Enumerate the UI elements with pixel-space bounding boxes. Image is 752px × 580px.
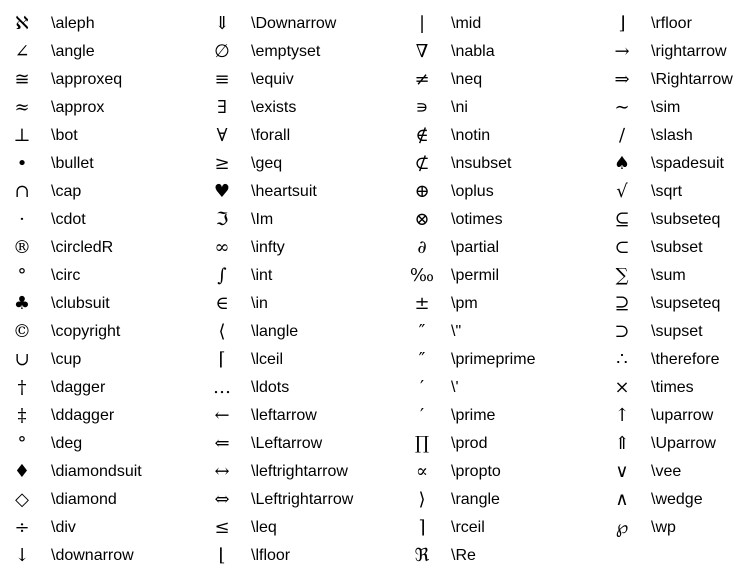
symbol-command-name: \nsubset [451, 155, 512, 172]
symbol-entry [600, 178, 752, 206]
symbol-glyph: ≡ [214, 69, 230, 90]
symbol-command-name: \rangle [451, 491, 500, 508]
symbol-entry [400, 234, 600, 262]
symbol-entry [200, 486, 400, 514]
symbol-entry [0, 262, 200, 290]
symbol-glyph: ⊕ [414, 181, 430, 202]
symbol-command-name: \copyright [51, 323, 121, 340]
symbol-command-name: \leftarrow [251, 407, 317, 424]
symbol-entry [600, 206, 752, 234]
symbol-command-name: \cup [51, 351, 82, 368]
symbol-glyph: ⟩ [418, 489, 426, 510]
symbol-entry [0, 94, 200, 122]
symbol-entry [0, 542, 200, 570]
symbol-command-name: \clubsuit [51, 295, 110, 312]
symbol-command-name: \otimes [451, 211, 503, 228]
symbol-command-name: \" [451, 323, 462, 340]
symbol-command-name: \times [651, 379, 694, 396]
symbol-glyph: ♠ [613, 153, 631, 174]
symbol-glyph: ∈ [215, 293, 229, 314]
symbol-command-name: \equiv [251, 71, 294, 88]
symbol-entry [600, 486, 752, 514]
symbol-command-name: \prod [451, 435, 488, 452]
symbol-command-name: \rightarrow [651, 43, 727, 60]
symbol-entry [0, 150, 200, 178]
symbol-command-name: \' [451, 379, 459, 396]
symbol-command-name: \ni [451, 99, 468, 116]
symbol-command-name: \approxeq [51, 71, 123, 88]
symbol-command-name: \geq [251, 155, 283, 172]
symbol-entry [600, 402, 752, 430]
symbol-entry [600, 234, 752, 262]
symbol-command-name: \emptyset [251, 43, 321, 60]
symbol-glyph: ∕ [618, 125, 626, 146]
symbol-entry [0, 234, 200, 262]
symbol-entry [600, 122, 752, 150]
symbol-glyph: ‰ [409, 265, 435, 286]
symbol-command-name: \leftrightarrow [251, 463, 348, 480]
symbol-command-name: \Re [451, 547, 476, 564]
symbol-entry [400, 542, 600, 570]
symbol-table [0, 10, 752, 570]
symbol-command-name: \bullet [51, 155, 94, 172]
symbol-entry [400, 486, 600, 514]
symbol-entry [0, 402, 200, 430]
symbol-entry [200, 38, 400, 66]
symbol-command-name: \vee [651, 463, 682, 480]
symbol-glyph: ≅ [14, 69, 30, 90]
symbol-entry [200, 234, 400, 262]
symbol-glyph: ≠ [414, 69, 430, 90]
symbol-command-name: \cdot [51, 211, 86, 228]
symbol-entry [400, 206, 600, 234]
symbol-glyph: ℜ [414, 545, 430, 566]
symbol-command-name: \sqrt [651, 183, 683, 200]
symbol-command-name: \circledR [51, 239, 114, 256]
symbol-command-name: \ldots [251, 379, 290, 396]
symbol-command-name: \partial [451, 239, 500, 256]
symbol-entry [0, 374, 200, 402]
symbol-entry [0, 430, 200, 458]
symbol-entry [400, 262, 600, 290]
symbol-entry [600, 374, 752, 402]
symbol-command-name: \langle [251, 323, 299, 340]
symbol-glyph: · [19, 209, 25, 230]
symbol-glyph: ∝ [415, 461, 429, 482]
symbol-command-name: \sum [651, 267, 686, 284]
symbol-glyph: ≥ [214, 153, 230, 174]
symbol-command-name: \prime [451, 407, 496, 424]
symbol-command-name: \infty [251, 239, 285, 256]
symbol-entry [0, 458, 200, 486]
symbol-command-name: \heartsuit [251, 183, 317, 200]
symbol-entry [600, 318, 752, 346]
symbol-command-name: \spadesuit [651, 155, 724, 172]
symbol-entry [200, 318, 400, 346]
symbol-glyph: ∧ [615, 489, 629, 510]
symbol-entry [200, 178, 400, 206]
symbol-command-name: \pm [451, 295, 478, 312]
symbol-glyph: ∏ [414, 433, 430, 454]
symbol-glyph: ® [13, 237, 31, 258]
symbol-glyph: † [17, 377, 27, 398]
symbol-glyph: ← [214, 405, 230, 426]
symbol-entry [200, 514, 400, 542]
symbol-glyph: ↑ [614, 405, 630, 426]
symbol-glyph: ÷ [14, 517, 30, 538]
symbol-command-name: \nabla [451, 43, 495, 60]
symbol-glyph: ∉ [415, 125, 429, 146]
symbol-command-name: \downarrow [51, 547, 134, 564]
symbol-entry [400, 178, 600, 206]
symbol-command-name: \oplus [451, 183, 494, 200]
symbol-command-name: \forall [251, 127, 291, 144]
symbol-glyph: ↓ [14, 545, 30, 566]
symbol-command-name: \bot [51, 127, 78, 144]
symbol-entry [400, 150, 600, 178]
symbol-entry [200, 346, 400, 374]
symbol-glyph: • [16, 153, 28, 174]
symbol-glyph: × [614, 377, 630, 398]
symbol-entry [200, 122, 400, 150]
symbol-glyph: ⊆ [614, 209, 630, 230]
symbol-command-name: \Downarrow [251, 15, 337, 32]
symbol-entry [0, 122, 200, 150]
symbol-entry [600, 430, 752, 458]
symbol-glyph: ∑ [615, 265, 629, 286]
symbol-glyph: ∀ [216, 125, 228, 146]
symbol-glyph: ″ [418, 349, 426, 370]
symbol-entry [200, 206, 400, 234]
symbol-glyph: ℑ [215, 209, 229, 230]
symbol-glyph: ∴ [616, 349, 628, 370]
symbol-command-name: \diamond [51, 491, 117, 508]
symbol-command-name: \circ [51, 267, 81, 284]
symbol-glyph: → [614, 41, 630, 62]
symbol-command-name: \Leftrightarrow [251, 491, 354, 508]
symbol-entry [200, 430, 400, 458]
symbol-command-name: \wedge [651, 491, 703, 508]
symbol-glyph: ∠ [14, 41, 30, 62]
symbol-glyph: ∂ [417, 237, 427, 258]
symbol-entry [400, 458, 600, 486]
symbol-entry [0, 346, 200, 374]
symbol-glyph: ⌊ [218, 545, 226, 566]
symbol-entry [200, 94, 400, 122]
symbol-command-name: \angle [51, 43, 95, 60]
symbol-entry [400, 38, 600, 66]
symbol-glyph: √ [616, 181, 628, 202]
symbol-entry [400, 318, 600, 346]
symbol-entry [400, 346, 600, 374]
symbol-entry [200, 66, 400, 94]
symbol-glyph: ′ [419, 405, 425, 426]
symbol-glyph: ⌋ [618, 13, 626, 34]
symbol-glyph: … [213, 377, 231, 398]
symbol-glyph: ° [17, 265, 27, 286]
symbol-entry [600, 94, 752, 122]
symbol-command-name: \int [251, 267, 273, 284]
symbol-glyph: ⊄ [414, 153, 430, 174]
symbol-glyph: ♥ [213, 181, 231, 202]
symbol-command-name: \supseteq [651, 295, 721, 312]
symbol-entry [400, 430, 600, 458]
symbol-entry [400, 66, 600, 94]
symbol-entry [200, 150, 400, 178]
symbol-entry [0, 10, 200, 38]
symbol-glyph: ∍ [415, 97, 429, 118]
symbol-entry [400, 10, 600, 38]
symbol-glyph: ⊗ [414, 209, 430, 230]
symbol-command-name: \aleph [51, 15, 95, 32]
symbol-glyph: ⊇ [614, 293, 630, 314]
symbol-entry [0, 178, 200, 206]
symbol-glyph: ∃ [217, 97, 227, 118]
symbol-glyph: ♦ [13, 461, 31, 482]
symbol-glyph: ‡ [17, 405, 27, 426]
symbol-glyph: ↔ [214, 461, 230, 482]
symbol-entry [400, 514, 600, 542]
symbol-command-name: \dagger [51, 379, 106, 396]
symbol-entry [200, 458, 400, 486]
symbol-command-name: \sim [651, 99, 681, 116]
symbol-command-name: \notin [451, 127, 491, 144]
symbol-entry [200, 374, 400, 402]
symbol-command-name: \slash [651, 127, 693, 144]
symbol-command-name: \cap [51, 183, 82, 200]
symbol-glyph: ◇ [15, 489, 29, 510]
symbol-command-name: \subseteq [651, 211, 721, 228]
symbol-command-name: \neq [451, 71, 483, 88]
symbol-glyph: ∼ [614, 97, 630, 118]
symbol-glyph: ∅ [214, 41, 230, 62]
symbol-glyph: ∩ [14, 181, 30, 202]
symbol-command-name: \subset [651, 239, 703, 256]
symbol-entry [400, 402, 600, 430]
symbol-command-name: \Im [251, 211, 274, 228]
symbol-entry [0, 206, 200, 234]
symbol-command-name: \approx [51, 99, 105, 116]
symbol-entry [600, 262, 752, 290]
symbol-glyph: ⇔ [214, 489, 230, 510]
symbol-glyph: ″ [418, 321, 426, 342]
symbol-entry [600, 458, 752, 486]
symbol-entry [400, 94, 600, 122]
symbol-glyph: ⇒ [614, 69, 630, 90]
symbol-entry [400, 122, 600, 150]
symbol-glyph: ⇑ [614, 433, 630, 454]
symbol-command-name: \primeprime [451, 351, 536, 368]
symbol-entry [600, 10, 752, 38]
symbol-entry [0, 514, 200, 542]
symbol-entry [600, 66, 752, 94]
symbol-glyph: ⇓ [214, 13, 230, 34]
symbol-entry [0, 290, 200, 318]
symbol-command-name: \in [251, 295, 268, 312]
symbol-glyph: ± [414, 293, 430, 314]
symbol-entry [0, 318, 200, 346]
symbol-command-name: \deg [51, 435, 83, 452]
symbol-command-name: \Rightarrow [651, 71, 733, 88]
symbol-entry [0, 486, 200, 514]
symbol-command-name: \uparrow [651, 407, 714, 424]
symbol-glyph: ℘ [615, 517, 629, 538]
symbol-command-name: \propto [451, 463, 501, 480]
symbol-glyph: ♣ [13, 293, 31, 314]
symbol-glyph: ∨ [615, 461, 629, 482]
symbol-command-name: \rceil [451, 519, 485, 536]
symbol-glyph: ⇐ [214, 433, 230, 454]
symbol-entry [200, 290, 400, 318]
symbol-glyph: ⊃ [614, 321, 630, 342]
symbol-command-name: \Leftarrow [251, 435, 323, 452]
symbol-command-name: \mid [451, 15, 482, 32]
symbol-glyph: | [418, 13, 426, 34]
symbol-entry [0, 66, 200, 94]
symbol-entry [600, 38, 752, 66]
symbol-command-name: \diamondsuit [51, 463, 142, 480]
symbol-glyph: ∞ [214, 237, 230, 258]
symbol-glyph: © [13, 321, 31, 342]
symbol-glyph: ≤ [214, 517, 230, 538]
symbol-command-name: \lceil [251, 351, 284, 368]
symbol-glyph: ∫ [217, 265, 227, 286]
symbol-command-name: \Uparrow [651, 435, 716, 452]
symbol-entry [200, 262, 400, 290]
symbol-command-name: \lfloor [251, 547, 291, 564]
symbol-command-name: \therefore [651, 351, 720, 368]
symbol-glyph: ⌉ [418, 517, 426, 538]
symbol-glyph: ° [17, 433, 27, 454]
symbol-command-name: \wp [651, 519, 676, 536]
symbol-glyph: ′ [419, 377, 425, 398]
symbol-glyph: ⊥ [13, 125, 31, 146]
symbol-glyph: ⊂ [614, 237, 630, 258]
symbol-glyph: ∪ [14, 349, 30, 370]
symbol-command-name: \rfloor [651, 15, 692, 32]
symbol-entry [600, 346, 752, 374]
symbol-entry [200, 10, 400, 38]
symbol-entry [400, 374, 600, 402]
symbol-entry [200, 402, 400, 430]
symbol-glyph: ≈ [14, 97, 30, 118]
symbol-glyph: ⟨ [218, 321, 226, 342]
symbol-glyph: ℵ [15, 13, 29, 34]
symbol-command-name: \leq [251, 519, 277, 536]
symbol-entry [600, 290, 752, 318]
symbol-entry [600, 150, 752, 178]
symbol-entry [600, 514, 752, 542]
symbol-entry [0, 38, 200, 66]
symbol-entry [200, 542, 400, 570]
symbol-command-name: \supset [651, 323, 703, 340]
symbol-glyph: ⌈ [218, 349, 226, 370]
symbol-command-name: \div [51, 519, 76, 536]
symbol-command-name: \exists [251, 99, 297, 116]
symbol-command-name: \ddagger [51, 407, 115, 424]
symbol-entry [400, 290, 600, 318]
symbol-glyph: ∇ [415, 41, 429, 62]
symbol-command-name: \permil [451, 267, 500, 284]
